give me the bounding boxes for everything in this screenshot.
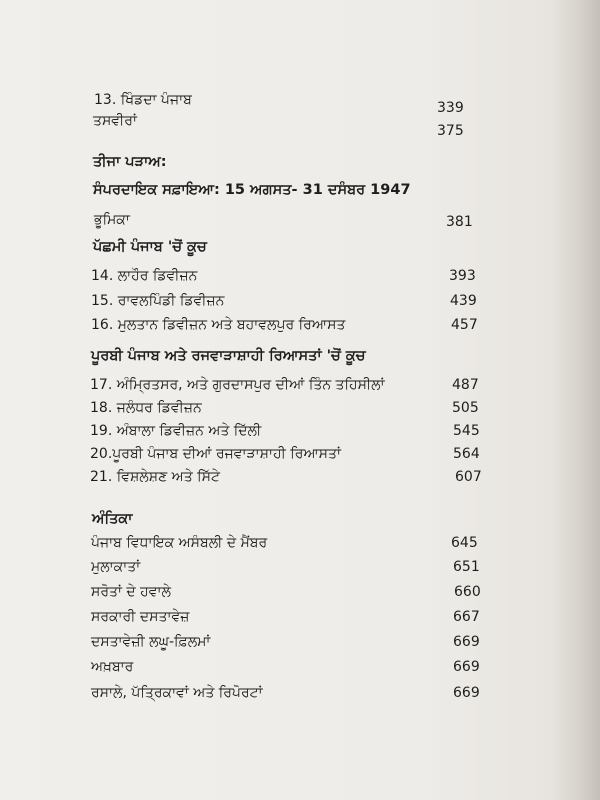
toc-entry-label: ਦਸਤਾਵੇਜ਼ੀ ਲਘੂ-ਫ਼ਿਲਮਾਂ [91,634,211,650]
toc-entry-appendix-members[interactable] [91,535,486,553]
toc-entry-appendix-documentaries[interactable] [91,634,486,652]
appendix-heading: ਅੰਤਿਕਾ [92,511,133,527]
toc-entry-page: 375 [437,123,464,139]
toc-entry-label: 17. ਅੰਮ੍ਰਿਤਸਰ, ਅਤੇ ਗੁਰਦਾਸਪੁਰ ਦੀਆਂ ਤਿੰਨ ਤਹਿਸੀਲਾਂ [90,377,385,393]
page-curl-shadow [550,0,600,800]
toc-entry-appendix-govt-docs[interactable] [91,609,486,627]
toc-entry-16[interactable] [91,317,481,335]
toc-entry-label: 19. ਅੰਬਾਲਾ ਡਿਵੀਜ਼ਨ ਅਤੇ ਦਿੱਲੀ [90,423,262,439]
toc-entry-page: 393 [449,268,476,284]
toc-entry-label: ਰਸਾਲੇ, ਪੱਤ੍ਰਿਕਾਵਾਂ ਅਤੇ ਰਿਪੋਰਟਾਂ [91,685,263,701]
toc-entry-page: 669 [453,659,480,675]
toc-entry-label: 15. ਰਾਵਲਪਿੰਡੀ ਡਿਵੀਜ਼ਨ [91,293,225,309]
toc-entry-page: 667 [453,609,480,625]
toc-entry-page: 669 [453,685,480,701]
section-heading-west-punjab: ਪੱਛਮੀ ਪੰਜਾਬ 'ਚੋਂ ਕੂਚ [93,239,207,255]
toc-entry-photos[interactable] [93,113,473,139]
toc-entry-20[interactable] [90,446,485,464]
toc-entry-label: ਅਖ਼ਬਾਰ [91,659,134,675]
toc-entry-label: ਮੁਲਾਕਾਤਾਂ [91,559,141,575]
toc-entry-21[interactable] [90,469,485,487]
toc-entry-page: 545 [453,423,480,439]
toc-entry-label: 14. ਲਾਹੌਰ ਡਿਵੀਜ਼ਨ [91,268,198,284]
toc-entry-18[interactable] [90,400,485,418]
toc-entry-label: 16. ਮੁਲਤਾਨ ਡਿਵੀਜ਼ਨ ਅਤੇ ਬਹਾਵਲਪੁਰ ਰਿਆਸਤ [91,317,346,333]
toc-entry-page: 651 [453,559,480,575]
toc-entry-15[interactable] [91,293,481,311]
toc-entry-appendix-sources[interactable] [91,584,486,602]
toc-entry-appendix-interviews[interactable] [91,559,486,577]
toc-entry-page: 607 [455,469,482,485]
toc-entry-page: 439 [450,293,477,309]
toc-entry-17[interactable] [90,377,485,395]
toc-entry-label: 21. ਵਿਸ਼ਲੇਸ਼ਣ ਅਤੇ ਸਿੱਟੇ [90,469,220,485]
toc-entry-page: 381 [446,214,473,230]
toc-entry-13[interactable] [94,92,474,116]
section-heading-east-punjab: ਪੂਰਬੀ ਪੰਜਾਬ ਅਤੇ ਰਜਵਾੜਾਸ਼ਾਹੀ ਰਿਆਸਤਾਂ 'ਚੋਂ ਕੂਚ [91,348,366,364]
toc-entry-page: 564 [453,446,480,462]
part-heading: ਤੀਜਾ ਪੜਾਅ: [93,154,167,170]
toc-entry-page: 669 [453,634,480,650]
toc-entry-page: 339 [437,100,464,116]
toc-entry-label: ਪੰਜਾਬ ਵਿਧਾਇਕ ਅਸੰਬਲੀ ਦੇ ਮੈਂਬਰ [91,535,268,551]
part-subheading: ਸੰਪਰਦਾਇਕ ਸਫ਼ਾਇਆ: 15 ਅਗਸਤ- 31 ਦਸੰਬਰ 1947 [93,182,411,198]
toc-entry-label: 20.ਪੂਰਬੀ ਪੰਜਾਬ ਦੀਆਂ ਰਜਵਾੜਾਸ਼ਾਹੀ ਰਿਆਸਤਾਂ [90,446,341,462]
toc-entry-14[interactable] [91,268,481,286]
toc-entry-19[interactable] [90,423,485,441]
toc-entry-label: ਸਰੋਤਾਂ ਦੇ ਹਵਾਲੇ [91,584,171,600]
toc-entry-page: 457 [451,317,478,333]
toc-entry-page: 505 [452,400,479,416]
toc-entry-appendix-magazines[interactable] [91,685,486,703]
toc-entry-page: 487 [452,377,479,393]
toc-entry-page: 645 [451,535,478,551]
toc-entry-label: 13. ਖਿੰਡਦਾ ਪੰਜਾਬ [94,92,192,108]
toc-entry-label: ਤਸਵੀਰਾਂ [93,113,137,129]
toc-entry-appendix-newspapers[interactable] [91,659,486,677]
toc-entry-label: ਭੂਮਿਕਾ [94,212,130,228]
toc-entry-label: ਸਰਕਾਰੀ ਦਸਤਾਵੇਜ਼ [91,609,190,625]
toc-entry-label: 18. ਜਲੰਧਰ ਡਿਵੀਜ਼ਨ [90,400,202,416]
toc-entry-intro[interactable] [94,212,474,230]
toc-entry-page: 660 [454,584,481,600]
